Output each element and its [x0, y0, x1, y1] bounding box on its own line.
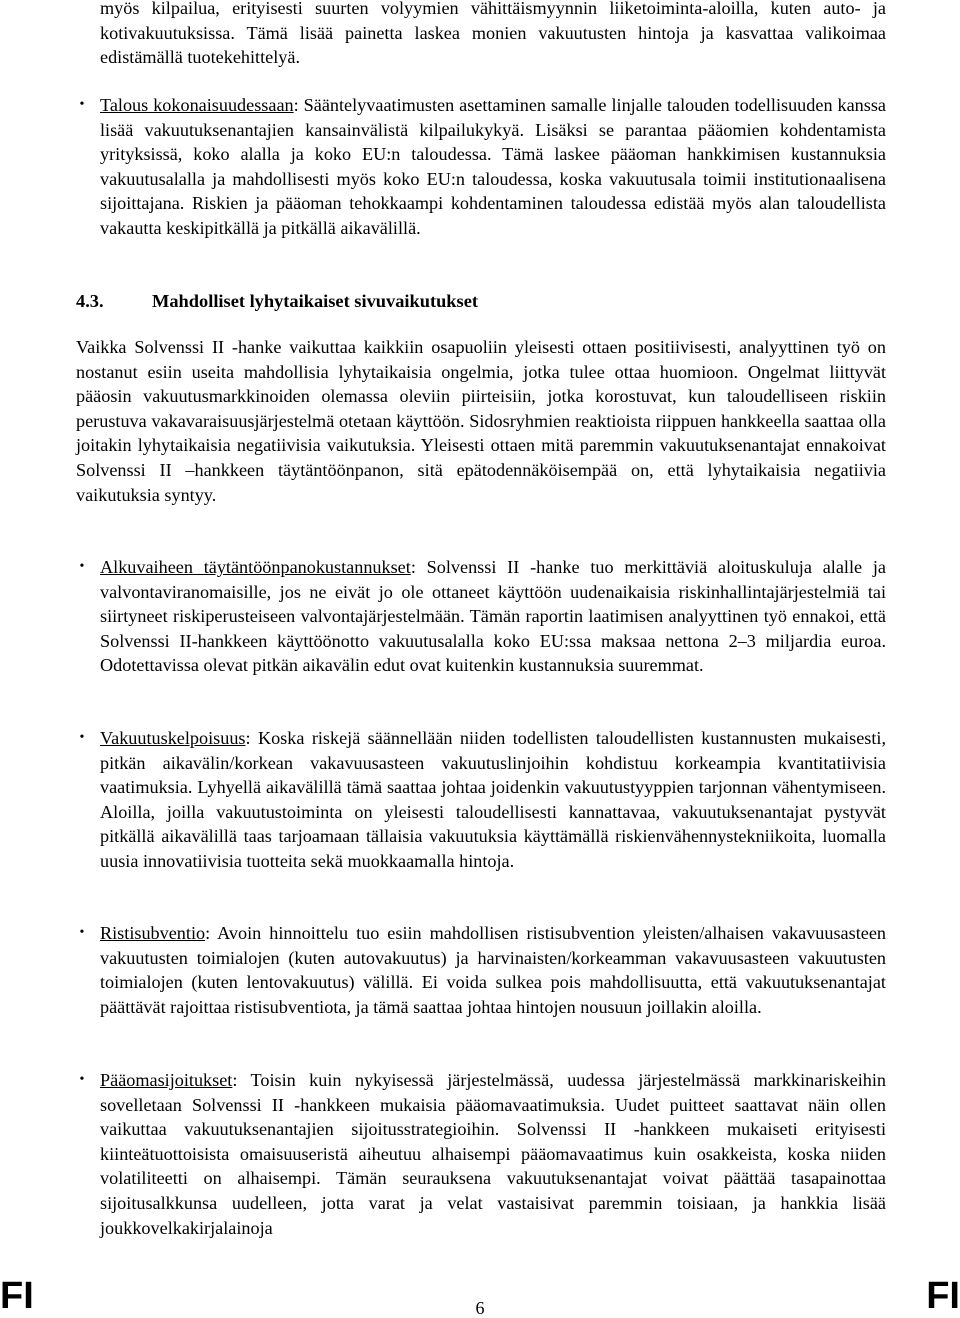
bullet-subsidy-title: Ristisubventio [100, 923, 206, 943]
section-heading [76, 288, 478, 314]
bullet-investment-separator: : [232, 1070, 238, 1090]
bullet-economy-paragraph [100, 93, 886, 241]
intro-paragraph [100, 0, 886, 70]
section-intro-text: Vaikka Solvenssi II -hanke vaikuttaa kaikkiin osapuoliin yleisesti ottaen positiivisesti, analyyttinen työ on nostanut esiin useita mahdollisia lyhytaikaisia ongelmia, jotka tulee ottaa huomioon. Ongelmat liittyvät pääosin vakuutusmarkkinoiden olemassa oleviin piirteisiin, jotka korostuvat, kun taloudelliseen riskiin perustuva vakavaraisuusjärjestelmä otetaan käyttöön. Sidosryhmien reaktioista riippuen hankkeella saattaa olla joitakin lyhytaikaisia negatiivisia vaikutuksia. Yleisesti ottaen mitä paremmin vakuutuksenantajat ennakoivat Solvenssi II –hankkeen täytäntöönpanon, sitä epätodennäköisempää on, että lyhytaikaisia negatiivia vaikutuksia syntyy. [76, 337, 886, 505]
bullet-liability-title: Vakuutuskelpoisuus [100, 728, 246, 748]
bullet-subsidy-marker: • [79, 925, 85, 940]
bullet-investment-paragraph [100, 1068, 886, 1240]
section-intro-paragraph [76, 335, 886, 507]
bullet-liability-paragraph [100, 726, 886, 874]
bullet-investment-title: Pääomasijoitukset [100, 1070, 233, 1090]
bullet-investment-text: Toisin kuin nykyisessä järjestelmässä, uudessa järjestelmässä markkinariskeihin sovelletaan Solvenssi II -hankkeen mukaisia pääomavaatimuksia. Uudet puitteet saattavat näin ollen vaikuttaa vakuutuksenantajien sijoitusstrategioihin. Solvenssi II -hankkeen mukaiseti erityisesti kiinteätuottoisista omaisuuseristä aiheutuu alhaisempi pääomavaatimus kuin osakkeista, koska niiden volatiliteetti on alhaisempi. Tämän seurauksena vakuutuksenantajat voivat päättää tasapainottaa sijoitusalkkunsa uudelleen, jotta varat ja velat vastaisivat paremmin toisiaan, ja hankkia lisää joukkovelkakirjalainoja [100, 1070, 886, 1238]
bullet-economy-separator: : [293, 95, 299, 115]
bullet-liability-text: Koska riskejä säännellään niiden todellisten taloudellisten kustannusten mukaisesti, pitkän aikavälin/korkean vakavuusasteen vakuutuslinjoihin kohdistuu korkeampia kvantitatiivisia vaatimuksia. Lyhyellä aikavälillä tämä saattaa johtaa joidenkin vakuutustyyppien tarjonnan vähentymiseen. Aloilla, joilla vakuutustoiminta on yleisesti taloudellisesti kannattavaa, vakuutuksenantajat pystyvät pitkällä aikavälillä taas tarjoamaan tällaisia vakuutuksia käyttämällä riskienvähennystekniikoita, luomalla uusia innovatiivisia tuotteita sekä muokkaamalla hintoja. [100, 728, 886, 871]
bullet-subsidy-separator: : [205, 923, 211, 943]
page-number: 6 [475, 1298, 485, 1318]
bullet-costs-paragraph [100, 555, 886, 678]
bullet-investment-marker: • [79, 1072, 85, 1087]
intro-text: myös kilpailua, erityisesti suurten volyymien vähittäismyynnin liiketoiminta-aloilla, kuten auto- ja kotivakuutuksissa. Tämä lisää painetta laskea monien vakuutusten hintoja ja kasvattaa valikoimaa edistämällä tuotekehittelyä. [100, 0, 886, 68]
footer-language-right: FI [926, 1275, 960, 1317]
bullet-liability-separator: : [245, 728, 251, 748]
section-title: Mahdolliset lyhytaikaiset sivuvaikutukset [152, 291, 478, 311]
bullet-costs-marker: • [79, 559, 85, 574]
bullet-economy-text: Sääntelyvaatimusten asettaminen samalle linjalle talouden todellisuuden kanssa lisää vakuutuksenantajien kansainvälistä kilpailukykyä. Lisäksi se parantaa pääomien kohdentamista yrityksissä, koko alalla ja koko EU:n taloudessa. Tämä laskee pääoman hankkimisen kustannuksia vakuutusalalla ja mahdollisesti myös koko EU:n taloudessa, koska vakuutusala toimii institutionaalisena sijoittajana. Riskien ja pääoman tehokkaampi kohdentaminen taloudessa edistää myös alan taloudellista vakautta keskipitkällä ja pitkällä aikavälillä. [100, 95, 886, 238]
bullet-liability-marker: • [79, 730, 85, 745]
footer-language-left: FI [0, 1275, 34, 1317]
bullet-costs-title: Alkuvaiheen täytäntöönpanokustannukset [100, 557, 411, 577]
bullet-economy-marker: • [79, 97, 85, 112]
section-number: 4.3. [76, 291, 104, 311]
bullet-subsidy-text: Avoin hinnoittelu tuo esiin mahdollisen ristisubvention yleisten/alhaisen vakavuusasteen vakuutusten toimialojen (kuten autovakuutus) ja harvinaisten/korkeamman vakavuusasteen vakuutusten toimialojen (kuten lentovakuutus) välillä. Ei voida sulkea pois mahdollisuutta, että vakuutuksenantajat päättävät rajoittaa ristisubventiota, ja tämä saattaa johtaa hintojen nousuun joillakin aloilla. [100, 923, 886, 1017]
bullet-costs-separator: : [410, 557, 416, 577]
bullet-subsidy-paragraph [100, 921, 886, 1019]
bullet-costs-text: Solvenssi II -hanke tuo merkittäviä aloituskuluja alalle ja valvontaviranomaisille, jos ne eivät jo ole ottaneet käyttöön uudenaikaisia riskinhallintajärjestelmiä tai siirtyneet riskiperusteiseen valvontajärjestelmään. Tämän raportin laatimisen analyyttinen työ ennakoi, että Solvenssi II-hankkeen käyttöönotto vakuutusalalla koko EU:ssa maksaa nettona 2–3 miljardia euroa. Odotettavissa olevat pitkän aikavälin edut ovat kuitenkin kustannuksia suuremmat. [100, 557, 886, 676]
bullet-economy-title: Talous kokonaisuudessaan [100, 95, 294, 115]
